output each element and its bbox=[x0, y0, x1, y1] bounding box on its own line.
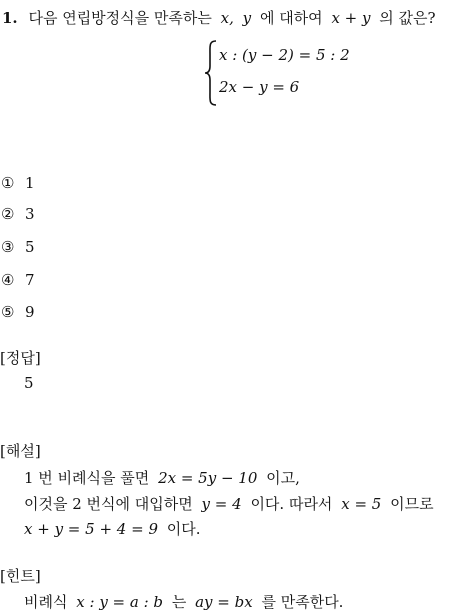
equation-2: 2x − y = 6 bbox=[219, 78, 300, 96]
choice-3-mark: ③ bbox=[1, 238, 15, 256]
explanation-line-2-eq: y = 4 bbox=[201, 495, 242, 513]
explanation-line-3-eq: x + y = 5 + 4 = 9 bbox=[24, 520, 158, 538]
explanation-line-3-text-b: 이다. bbox=[166, 520, 201, 538]
choice-5[interactable] bbox=[1, 303, 35, 321]
explanation-line-3 bbox=[24, 518, 201, 539]
explanation-label: [해설] bbox=[0, 442, 41, 460]
hint-eq-1: x : y = a : b bbox=[76, 593, 164, 611]
question-line bbox=[2, 7, 436, 28]
explanation-line-1-eq: 2x = 5y − 10 bbox=[158, 469, 258, 487]
explanation-line-2 bbox=[24, 493, 434, 514]
explanation-line-1 bbox=[24, 467, 300, 488]
hint-label: [힌트] bbox=[0, 567, 41, 585]
equation-system bbox=[204, 40, 404, 106]
choice-1-value: 1 bbox=[25, 174, 35, 192]
question-var-y: y bbox=[242, 9, 252, 27]
explanation-line-2-text-c: 이므로 bbox=[390, 495, 434, 513]
choice-1-mark: ① bbox=[1, 174, 15, 192]
choice-4-value: 7 bbox=[25, 271, 35, 289]
hint-line bbox=[24, 591, 343, 612]
question-number: 1. bbox=[2, 9, 18, 27]
choice-2-value: 3 bbox=[25, 205, 35, 223]
explanation-line-2-eq2: x = 5 bbox=[341, 495, 382, 513]
question-text-middle: 에 대하여 bbox=[259, 9, 323, 27]
hint-text-b: 는 bbox=[171, 593, 187, 611]
question-text-after: 의 값은? bbox=[379, 9, 436, 27]
choice-4[interactable] bbox=[1, 271, 35, 289]
explanation-line-2-text-a: 이것을 2 번식에 대입하면 bbox=[24, 495, 193, 513]
left-brace-icon bbox=[204, 40, 218, 106]
question-var-x: x, bbox=[220, 9, 234, 27]
equation-1: x : (y − 2) = 5 : 2 bbox=[219, 46, 350, 64]
choice-1[interactable] bbox=[1, 174, 35, 192]
explanation-line-2-text-b: 이다. 따라서 bbox=[250, 495, 333, 513]
hint-text-c: 를 만족한다. bbox=[261, 593, 344, 611]
choice-3[interactable] bbox=[1, 238, 35, 256]
question-expr: x + y bbox=[331, 9, 371, 27]
explanation-line-1-text-b: 이고, bbox=[266, 469, 300, 487]
choice-4-mark: ④ bbox=[1, 271, 15, 289]
hint-eq-2: ay = bx bbox=[195, 593, 253, 611]
choice-5-value: 9 bbox=[25, 303, 35, 321]
hint-text-a: 비례식 bbox=[24, 593, 68, 611]
choice-2-mark: ② bbox=[1, 205, 15, 223]
choice-5-mark: ⑤ bbox=[1, 303, 15, 321]
choice-3-value: 5 bbox=[25, 238, 35, 256]
explanation-line-1-text-a: 1 번 비례식을 풀면 bbox=[24, 469, 150, 487]
question-text-before: 다음 연립방정식을 만족하는 bbox=[28, 9, 212, 27]
answer-value: 5 bbox=[24, 374, 34, 392]
choice-2[interactable] bbox=[1, 205, 35, 223]
answer-label: [정답] bbox=[0, 349, 41, 367]
